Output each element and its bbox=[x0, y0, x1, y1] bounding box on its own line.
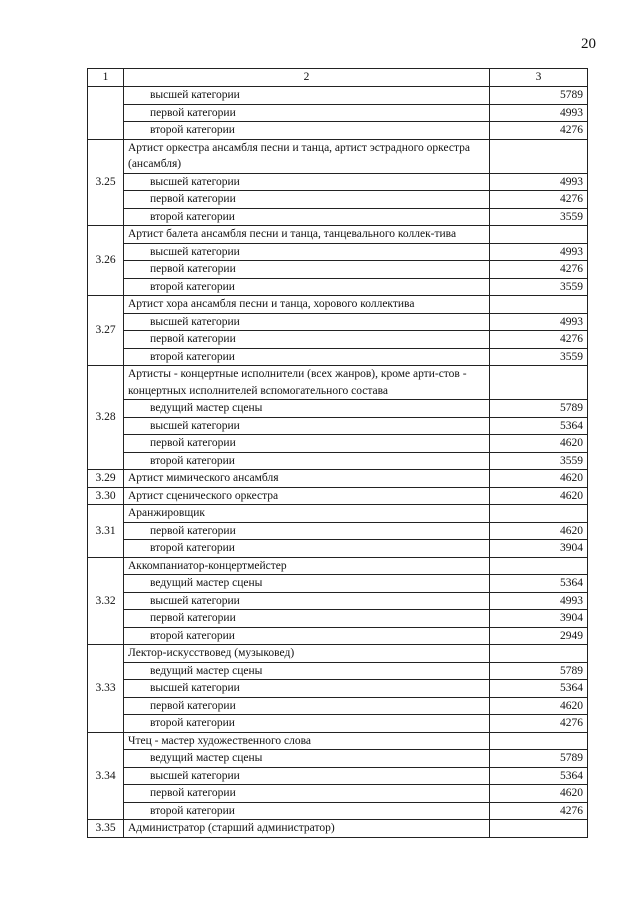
table-row bbox=[88, 487, 588, 505]
category-label: первой категории bbox=[124, 610, 490, 628]
table-row bbox=[88, 732, 588, 750]
category-label: ведущий мастер сцены bbox=[124, 400, 490, 418]
row-number: 3.28 bbox=[88, 366, 124, 470]
table-row bbox=[88, 680, 588, 698]
salary-value: 4620 bbox=[490, 487, 588, 505]
category-label: второй категории bbox=[124, 715, 490, 733]
table-row bbox=[88, 208, 588, 226]
table-row bbox=[88, 278, 588, 296]
table-row bbox=[88, 366, 588, 400]
salary-value: 5789 bbox=[490, 400, 588, 418]
header-col-3: 3 bbox=[490, 69, 588, 87]
salary-value bbox=[490, 296, 588, 314]
salary-value: 5364 bbox=[490, 767, 588, 785]
category-label: первой категории bbox=[124, 261, 490, 279]
table-header-row bbox=[88, 69, 588, 87]
category-label: второй категории bbox=[124, 802, 490, 820]
page-number: 20 bbox=[581, 36, 596, 52]
salary-value: 4620 bbox=[490, 435, 588, 453]
category-label: первой категории bbox=[124, 104, 490, 122]
category-label: высшей категории bbox=[124, 680, 490, 698]
row-number bbox=[88, 87, 124, 140]
position-title: Аранжировщик bbox=[124, 505, 490, 523]
table-row bbox=[88, 627, 588, 645]
salary-value: 4620 bbox=[490, 785, 588, 803]
salary-value: 4620 bbox=[490, 697, 588, 715]
position-title: Аккомпаниатор-концертмейстер bbox=[124, 557, 490, 575]
category-label: ведущий мастер сцены bbox=[124, 662, 490, 680]
table-row bbox=[88, 122, 588, 140]
table-row bbox=[88, 139, 588, 173]
position-title: Артист хора ансамбля песни и танца, хорового коллектива bbox=[124, 296, 490, 314]
salary-value: 4993 bbox=[490, 104, 588, 122]
category-label: второй категории bbox=[124, 348, 490, 366]
salary-value: 4620 bbox=[490, 470, 588, 488]
table-row bbox=[88, 610, 588, 628]
salary-table bbox=[87, 68, 588, 838]
category-label: высшей категории bbox=[124, 173, 490, 191]
row-number: 3.35 bbox=[88, 820, 124, 838]
salary-value: 4276 bbox=[490, 715, 588, 733]
table-row bbox=[88, 645, 588, 663]
row-number: 3.31 bbox=[88, 505, 124, 558]
table-row bbox=[88, 802, 588, 820]
table-body bbox=[88, 87, 588, 838]
category-label: высшей категории bbox=[124, 417, 490, 435]
salary-value: 2949 bbox=[490, 627, 588, 645]
table-row bbox=[88, 313, 588, 331]
position-title: Артисты - концертные исполнители (всех жанров), кроме арти-стов - концертных исполнителей вспомогательного состава bbox=[124, 366, 490, 400]
table-row bbox=[88, 261, 588, 279]
table-row bbox=[88, 820, 588, 838]
salary-value: 4620 bbox=[490, 522, 588, 540]
salary-value: 3904 bbox=[490, 540, 588, 558]
salary-value: 5789 bbox=[490, 750, 588, 768]
category-label: первой категории bbox=[124, 697, 490, 715]
category-label: высшей категории bbox=[124, 87, 490, 105]
position-title: Артист сценического оркестра bbox=[124, 487, 490, 505]
salary-value: 5364 bbox=[490, 680, 588, 698]
header-col-2: 2 bbox=[124, 69, 490, 87]
table-row bbox=[88, 662, 588, 680]
table-row bbox=[88, 522, 588, 540]
salary-value: 5364 bbox=[490, 417, 588, 435]
salary-value bbox=[490, 732, 588, 750]
salary-value bbox=[490, 645, 588, 663]
category-label: первой категории bbox=[124, 785, 490, 803]
row-number: 3.26 bbox=[88, 226, 124, 296]
salary-value bbox=[490, 226, 588, 244]
salary-value: 4276 bbox=[490, 802, 588, 820]
table-row bbox=[88, 348, 588, 366]
salary-value: 4276 bbox=[490, 261, 588, 279]
salary-value: 4276 bbox=[490, 191, 588, 209]
salary-value bbox=[490, 366, 588, 400]
category-label: высшей категории bbox=[124, 592, 490, 610]
table-row bbox=[88, 452, 588, 470]
salary-value: 3559 bbox=[490, 208, 588, 226]
table-row bbox=[88, 697, 588, 715]
table-row bbox=[88, 557, 588, 575]
salary-value bbox=[490, 505, 588, 523]
salary-value bbox=[490, 557, 588, 575]
row-number: 3.25 bbox=[88, 139, 124, 226]
category-label: первой категории bbox=[124, 331, 490, 349]
position-title: Лектор-искусствовед (музыковед) bbox=[124, 645, 490, 663]
table-row bbox=[88, 575, 588, 593]
category-label: второй категории bbox=[124, 627, 490, 645]
row-number: 3.30 bbox=[88, 487, 124, 505]
table-row bbox=[88, 226, 588, 244]
table-row bbox=[88, 296, 588, 314]
row-number: 3.32 bbox=[88, 557, 124, 645]
position-title: Администратор (старший администратор) bbox=[124, 820, 490, 838]
header-col-1: 1 bbox=[88, 69, 124, 87]
row-number: 3.29 bbox=[88, 470, 124, 488]
row-number: 3.27 bbox=[88, 296, 124, 366]
table-row bbox=[88, 104, 588, 122]
category-label: высшей категории bbox=[124, 767, 490, 785]
salary-value bbox=[490, 139, 588, 173]
table-row bbox=[88, 173, 588, 191]
salary-value: 5789 bbox=[490, 87, 588, 105]
salary-value bbox=[490, 820, 588, 838]
table-row bbox=[88, 540, 588, 558]
position-title: Артист балета ансамбля песни и танца, танцевального коллек-тива bbox=[124, 226, 490, 244]
table-row bbox=[88, 191, 588, 209]
category-label: второй категории bbox=[124, 540, 490, 558]
position-title: Артист мимического ансамбля bbox=[124, 470, 490, 488]
category-label: ведущий мастер сцены bbox=[124, 750, 490, 768]
category-label: второй категории bbox=[124, 278, 490, 296]
position-title: Чтец - мастер художественного слова bbox=[124, 732, 490, 750]
table-row bbox=[88, 470, 588, 488]
salary-value: 3559 bbox=[490, 278, 588, 296]
table-row bbox=[88, 435, 588, 453]
salary-value: 4993 bbox=[490, 243, 588, 261]
table-row bbox=[88, 750, 588, 768]
category-label: высшей категории bbox=[124, 243, 490, 261]
table-row bbox=[88, 243, 588, 261]
position-title: Артист оркестра ансамбля песни и танца, артист эстрадного оркестра (ансамбля) bbox=[124, 139, 490, 173]
table-row bbox=[88, 785, 588, 803]
category-label: первой категории bbox=[124, 191, 490, 209]
row-number: 3.33 bbox=[88, 645, 124, 733]
salary-value: 3559 bbox=[490, 348, 588, 366]
table-row bbox=[88, 87, 588, 105]
salary-value: 5789 bbox=[490, 662, 588, 680]
category-label: второй категории bbox=[124, 122, 490, 140]
salary-value: 4276 bbox=[490, 122, 588, 140]
table-row bbox=[88, 715, 588, 733]
category-label: ведущий мастер сцены bbox=[124, 575, 490, 593]
table-row bbox=[88, 400, 588, 418]
table-row bbox=[88, 417, 588, 435]
row-number: 3.34 bbox=[88, 732, 124, 820]
table-row bbox=[88, 331, 588, 349]
salary-value: 4993 bbox=[490, 592, 588, 610]
category-label: второй категории bbox=[124, 208, 490, 226]
category-label: высшей категории bbox=[124, 313, 490, 331]
salary-value: 4276 bbox=[490, 331, 588, 349]
table-row bbox=[88, 767, 588, 785]
category-label: первой категории bbox=[124, 435, 490, 453]
table-row bbox=[88, 592, 588, 610]
salary-value: 4993 bbox=[490, 313, 588, 331]
salary-value: 4993 bbox=[490, 173, 588, 191]
table-row bbox=[88, 505, 588, 523]
category-label: второй категории bbox=[124, 452, 490, 470]
salary-value: 5364 bbox=[490, 575, 588, 593]
salary-value: 3559 bbox=[490, 452, 588, 470]
category-label: первой категории bbox=[124, 522, 490, 540]
salary-value: 3904 bbox=[490, 610, 588, 628]
